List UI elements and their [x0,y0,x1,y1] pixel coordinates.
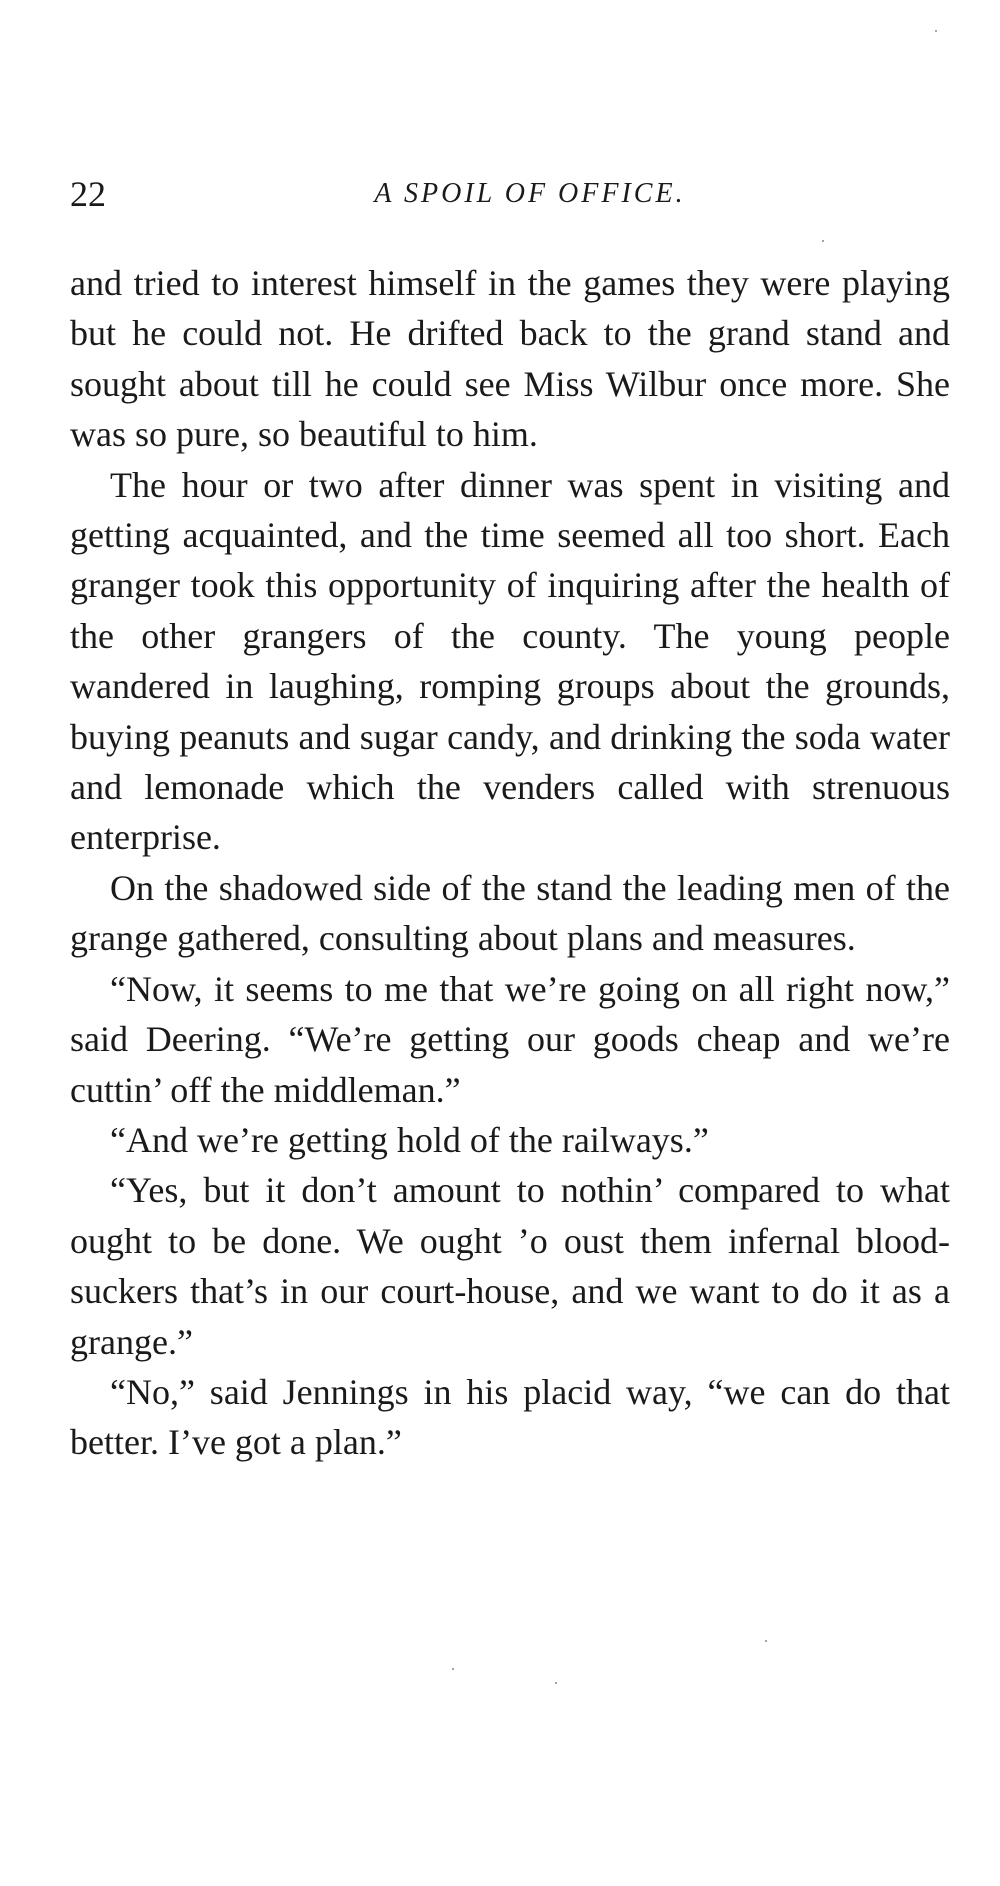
print-speck [452,1668,454,1670]
paragraph-continuation: and tried to interest himself in the games they were playing but he could not. He drifted back to the grand stand and sought about till he could see Miss Wilbur once more. She was so pure, so beautiful to him. [70,263,950,455]
paragraph: The hour or two after dinner was spent in visiting and getting acquainted, and the time seemed all too short. Each granger took this opportunity of inquiring after the health of the other grangers of the county. The young people wandered in laughing, romping groups about the grounds, buying peanuts and sugar candy, and drinking the soda water and lemonade which the venders called with strenuous enterprise. [70,464,950,858]
paragraph: On the shadowed side of the stand the leading men of the grange gathered, consulting about plans and measures. [70,867,950,959]
print-speck [935,30,937,32]
body-text [70,258,950,1468]
print-speck [765,1640,767,1642]
paragraph: “Now, it seems to me that we’re going on all right now,” said Deering. “We’re getting our goods cheap and we’re cuttin’ off the middleman.” [70,968,950,1110]
paragraph: “Yes, but it don’t amount to nothin’ compared to what ought to be done. We ought ’o oust them infernal blood-suckers that’s in our court-house, and we want to do it as a grange.” [70,1170,950,1362]
paragraph: “And we’re getting hold of the railways.” [110,1119,709,1160]
print-speck [822,240,824,242]
print-speck [555,1682,557,1684]
paragraph: “No,” said Jennings in his placid way, “we can do that better. I’ve got a plan.” [70,1371,950,1463]
running-head [70,170,950,218]
running-title: A SPOIL OF OFFICE. [374,178,686,209]
page-number: 22 [70,174,106,214]
